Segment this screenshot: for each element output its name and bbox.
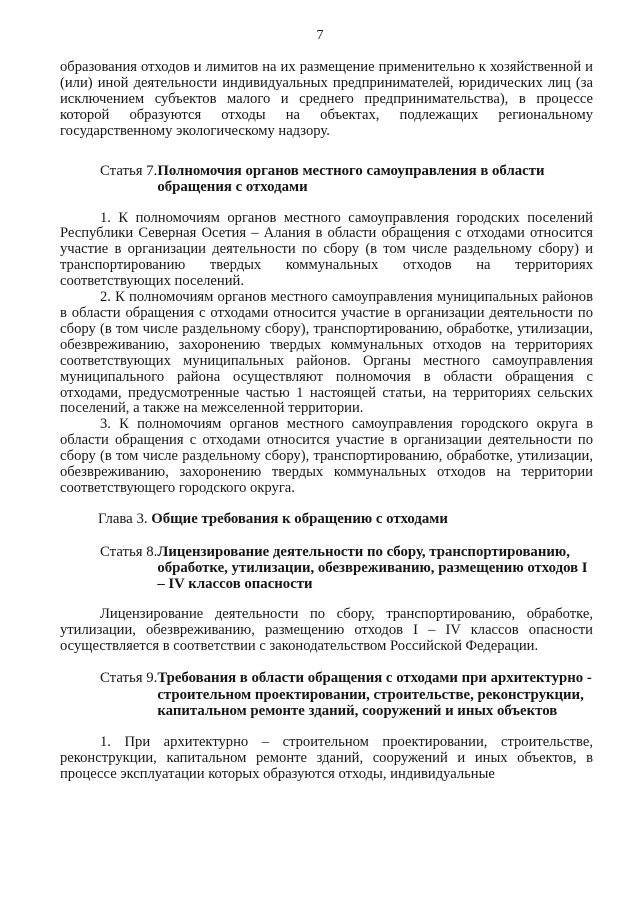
chapter-3-label: Глава 3. bbox=[98, 510, 148, 527]
article-7-paragraph-2: 2. К полномочиям органов местного самоуправления муниципальных районов в области обращения с отходами относится участие в организации деятельности по сбору (в том числе раздельному сбору), транспортированию, обработке, утилизации, обезвреживанию, захоронению твердых коммунальных отходов на территориях соответствующих муниципальных районов. Органы местного самоуправления муниципального района осуществляют полномочия в области обращения с отходами, предусмотренные частью 1 настоящей статьи, на территориях сельских поселений, а также на межселенной территории. bbox=[60, 289, 593, 417]
chapter-3-title: Общие требования к обращению с отходами bbox=[151, 510, 448, 527]
article-8-heading bbox=[60, 544, 593, 592]
article-7-paragraph-1: 1. К полномочиям органов местного самоуправления городских поселений Республики Северная Осетия – Алания в области обращения с отходами относится участие в организации деятельности по сбору (в том числе раздельному сбору) и транспортированию твердых коммунальных отходов на территориях соответствующих поселений. bbox=[60, 209, 593, 290]
article-7-title: Полномочия органов местного самоуправления в области обращения с отходами bbox=[157, 162, 545, 195]
article-9-paragraph-1: 1. При архитектурно – строительном проектировании, строительстве, реконструкции, капитальном ремонте зданий, сооружений и иных объектов, в процессе эксплуатации которых образуются отходы, индивидуальные bbox=[60, 734, 593, 782]
intro-paragraph: образования отходов и лимитов на их размещение применительно к хозяйственной и (или) иной деятельности индивидуальных предпринимателей, юридических лиц (за исключением субъектов малого и среднего предпринимательства), в процессе которой образуются отходы на объектах, подлежащих региональному государственному экологическому надзору. bbox=[60, 59, 593, 139]
article-9-heading bbox=[60, 670, 593, 719]
article-9-title: Требования в области обращения с отходами при архитектурно - строительном проектировании, строительстве, реконструкции, капитальном ремонте зданий, сооружений и иных объектов bbox=[157, 670, 592, 719]
article-9-label: Статья 9. bbox=[100, 670, 158, 687]
article-8-title: Лицензирование деятельности по сбору, транспортированию, обработке, утилизации, обезвреживанию, размещению отходов I – IV классов опасности bbox=[157, 543, 588, 592]
article-7-label: Статья 7. bbox=[100, 162, 158, 179]
article-7-paragraph-3: 3. К полномочиям органов местного самоуправления городского округа в области обращения с отходами относится участие в организации деятельности по сбору (в том числе раздельному сбору), транспортированию, обработке, утилизации, обезвреживанию, захоронению твердых коммунальных отходов на территории соответствующего городского округа. bbox=[60, 416, 593, 496]
article-8-label: Статья 8. bbox=[100, 543, 158, 560]
article-8-paragraph: Лицензирование деятельности по сбору, транспортированию, обработке, утилизации, обезвреживанию, размещению отходов I – IV классов опасности осуществляется в соответствии с законодательством Российской Федерации. bbox=[60, 605, 593, 654]
chapter-3-heading bbox=[60, 512, 593, 528]
document-body bbox=[60, 60, 593, 783]
article-7-heading bbox=[60, 163, 593, 195]
page-number: 7 bbox=[316, 28, 324, 43]
